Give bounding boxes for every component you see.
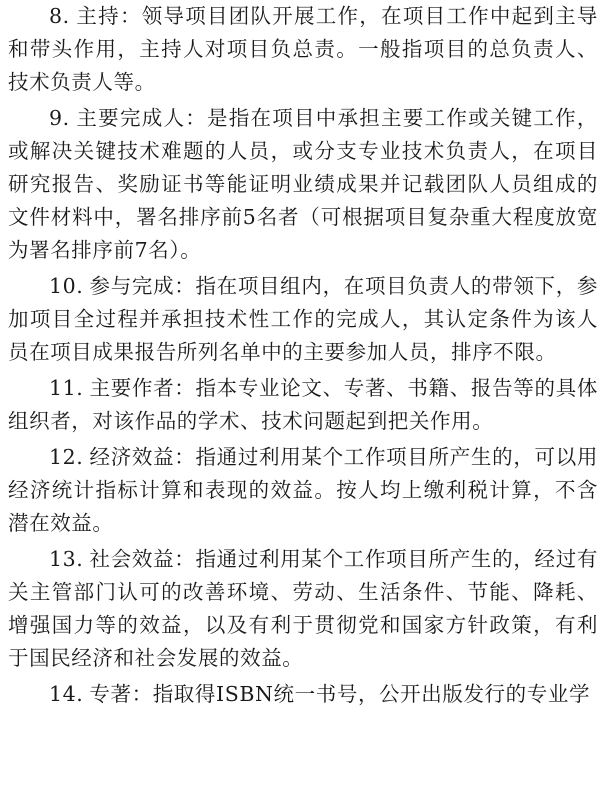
item-number: 12. xyxy=(49,445,84,469)
item-text: 专著：指取得ISBN统一书号，公开出版发行的专业学 xyxy=(89,682,591,706)
document-page xyxy=(8,0,598,714)
item-text: 参与完成：指在项目组内，在项目负责人的带领下，参加项目全过程并承担技术性工作的完成人，其认定条件为该人员在项目成果报告所列名单中的主要参加人员，排序不限。 xyxy=(8,274,598,364)
item-number: 13. xyxy=(49,547,84,571)
item-number: 10. xyxy=(49,274,84,298)
item-number: 8. xyxy=(49,4,70,28)
definition-item-10 xyxy=(8,270,598,369)
definition-item-12 xyxy=(8,441,598,540)
definition-item-13 xyxy=(8,543,598,675)
item-text: 社会效益：指通过利用某个工作项目所产生的，经过有关主管部门认可的改善环境、劳动、生活条件、节能、降耗、增强国力等的效益，以及有利于贯彻党和国家方针政策，有利于国民经济和社会发展的效益。 xyxy=(8,547,598,670)
item-text: 主要完成人：是指在项目中承担主要工作或关键工作，或解决关键技术难题的人员，或分支专业技术负责人，在项目研究报告、奖励证书等能证明业绩成果并记载团队人员组成的文件材料中，署名排序前5名者（可根据项目复杂重大程度放宽为署名排序前7名）。 xyxy=(8,106,598,262)
definition-item-11 xyxy=(8,372,598,438)
definition-item-8 xyxy=(8,0,598,99)
item-text: 经济效益：指通过利用某个工作项目所产生的，可以用经济统计指标计算和表现的效益。按人均上缴利税计算，不含潜在效益。 xyxy=(8,445,598,535)
definition-item-14 xyxy=(8,678,598,711)
item-number: 11. xyxy=(49,376,84,400)
item-text: 主持：领导项目团队开展工作，在项目工作中起到主导和带头作用，主持人对项目负总责。一般指项目的总负责人、技术负责人等。 xyxy=(8,4,598,94)
item-number: 14. xyxy=(49,682,84,706)
item-text: 主要作者：指本专业论文、专著、书籍、报告等的具体组织者，对该作品的学术、技术问题起到把关作用。 xyxy=(8,376,598,433)
definition-item-9 xyxy=(8,102,598,267)
item-number: 9. xyxy=(49,106,70,130)
